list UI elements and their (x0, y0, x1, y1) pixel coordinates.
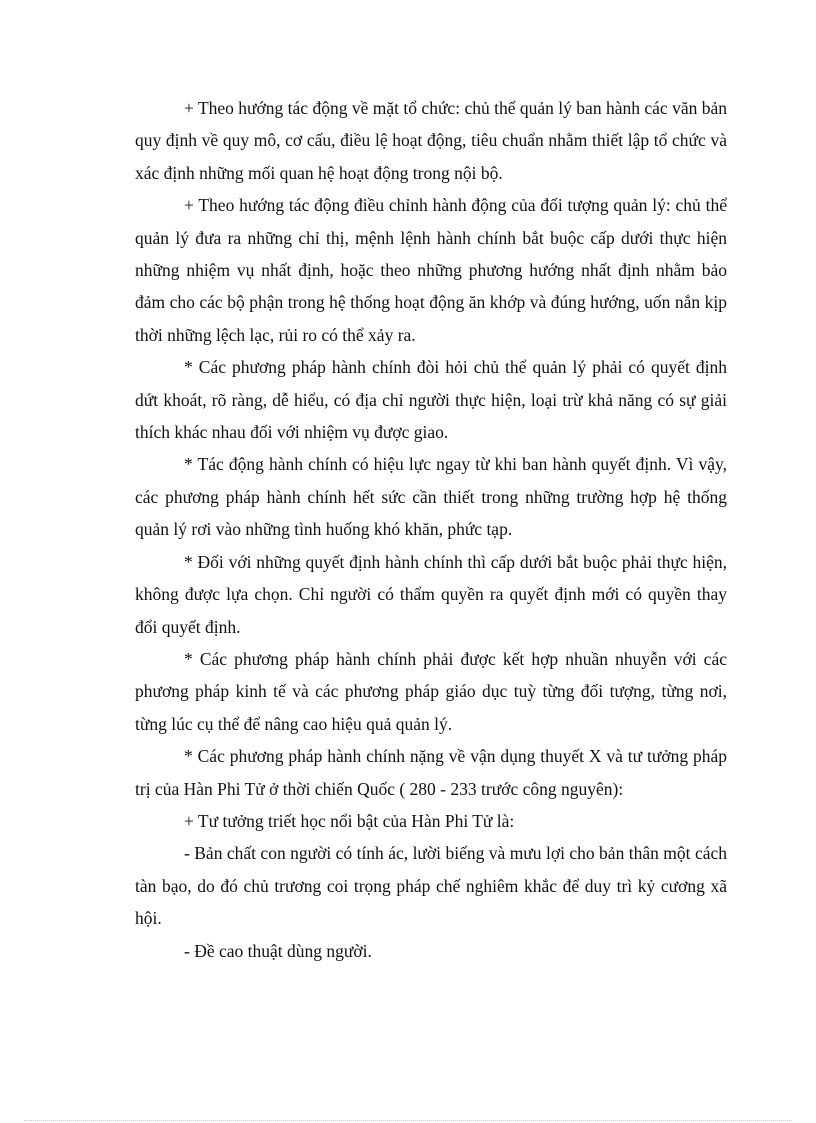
paragraph-mandatory-compliance: * Đối với những quyết định hành chính thì cấp dưới bắt buộc phải thực hiện, không được lựa chọn. Chỉ người có thẩm quyền ra quyết định mới có quyền thay đổi quyết định. (135, 551, 727, 637)
paragraph-han-fei-thought: + Tư tưởng triết học nổi bật của Hàn Phi Tử là: (184, 810, 515, 831)
paragraph-clear-decisions: * Các phương pháp hành chính đòi hỏi chủ thể quản lý phải có quyết định dứt khoát, rõ ràng, dễ hiểu, có địa chỉ người thực hiện, loại trừ khả năng có sự giải thích khác nhau đối với nhiệm vụ được giao. (135, 357, 727, 443)
paragraph-combined-methods: * Các phương pháp hành chính phải được kết hợp nhuần nhuyễn với các phương pháp kinh tế và các phương pháp giáo dục tuỳ từng đối tượng, từng nơi, từng lúc cụ thể để nâng cao hiệu quả quản lý. (135, 648, 727, 734)
document-body (135, 92, 727, 967)
paragraph-immediate-effect: * Tác động hành chính có hiệu lực ngay từ khi ban hành quyết định. Vì vậy, các phương pháp hành chính hết sức cần thiết trong những trường hợp hệ thống quản lý rơi vào những tình huống khó khăn, phức tạp. (135, 454, 727, 540)
paragraph-use-of-people: - Đề cao thuật dùng người. (184, 940, 372, 961)
paragraph-organizational-impact: + Theo hướng tác động về mặt tổ chức: chủ thể quản lý ban hành các văn bản quy định về quy mô, cơ cấu, điều lệ hoạt động, tiêu chuẩn nhằm thiết lập tổ chức và xác định những mối quan hệ hoạt động trong nội bộ. (135, 98, 727, 183)
paragraph-human-nature: - Bản chất con người có tính ác, lười biếng và mưu lợi cho bản thân một cách tàn bạo, do đó chủ trương coi trọng pháp chế nghiêm khắc để duy trì kỷ cương xã hội. (135, 843, 727, 929)
paragraph-behavioral-impact: + Theo hướng tác động điều chỉnh hành động của đối tượng quản lý: chủ thể quản lý đưa ra những chỉ thị, mệnh lệnh hành chính bắt buộc cấp dưới thực hiện những nhiệm vụ nhất định, hoặc theo những phương hướng nhất định nhằm bảo đảm cho các bộ phận trong hệ thống hoạt động ăn khớp và đúng hướng, uốn nắn kịp thời những lệch lạc, rủi ro có thể xảy ra. (135, 195, 727, 345)
page-bottom-divider (24, 1120, 792, 1121)
paragraph-theory-x: * Các phương pháp hành chính nặng về vận dụng thuyết X và tư tưởng pháp trị của Hàn Phi Tử ở thời chiến Quốc ( 280 - 233 trước công nguyên): (135, 746, 727, 799)
